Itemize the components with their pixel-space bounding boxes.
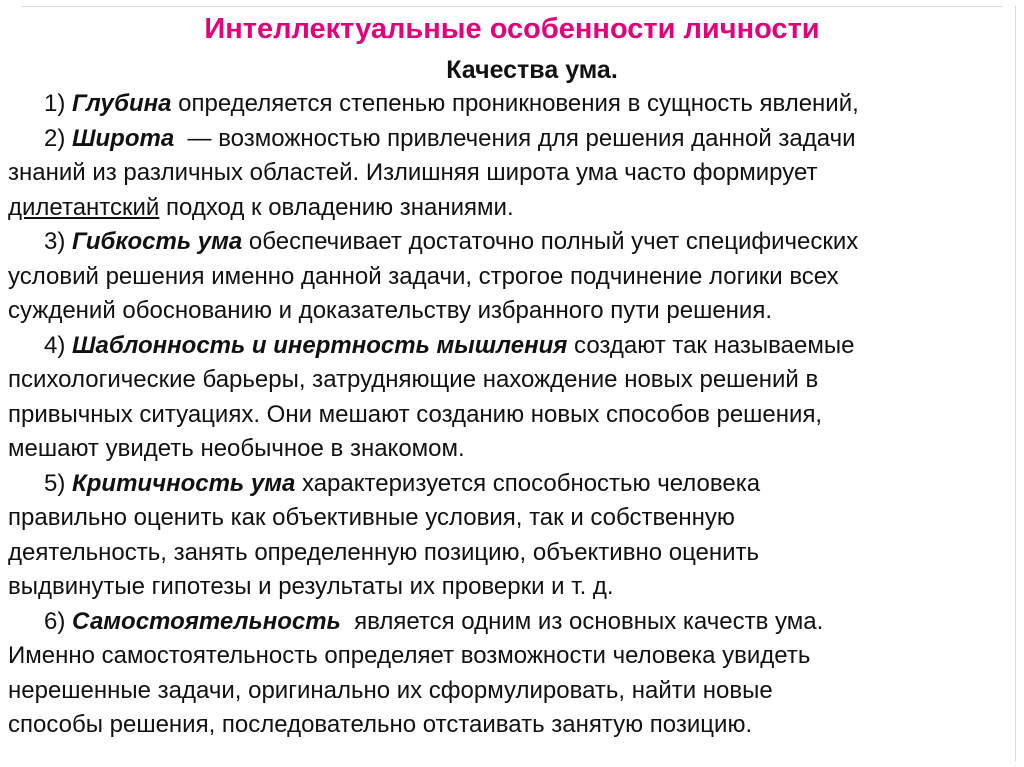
item-text: характеризуется способностью человека bbox=[295, 469, 761, 497]
item-3-line-3: суждений обоснованию и доказательству избранного пути решения. bbox=[8, 297, 772, 324]
item-4-line-3: привычных ситуациях. Они мешают созданию новых способов решения, bbox=[8, 400, 823, 428]
item-text: создают так называемые bbox=[567, 331, 855, 359]
item-number: 6) bbox=[44, 607, 66, 635]
slide-subtitle: Качества ума. bbox=[446, 56, 618, 84]
item-term: Широта bbox=[72, 124, 175, 152]
item-number: 2) bbox=[44, 124, 66, 152]
item-6-line-2: Именно самостоятельность определяет возможности человека увидеть bbox=[8, 642, 811, 669]
item-2-line-2: знаний из различных областей. Излишняя широта ума часто формирует bbox=[8, 159, 818, 186]
slide-body bbox=[8, 87, 1008, 743]
item-5-line-4: выдвинутые гипотезы и результаты их проверки и т. д. bbox=[8, 573, 614, 600]
item-text: обеспечивает достаточно полный учет специфических bbox=[242, 228, 859, 255]
slide-title: Интеллектуальные особенности личности bbox=[204, 13, 820, 45]
underlined-word: дилетантский bbox=[8, 193, 160, 221]
item-3-line-2: условий решения именно данной задачи, строгое подчинение логики всех bbox=[8, 262, 839, 290]
item-1-line-1 bbox=[8, 87, 1008, 122]
item-number: 5) bbox=[44, 469, 66, 497]
item-4-line-4: мешают увидеть необычное в знакомом. bbox=[8, 435, 465, 462]
item-3-line-1 bbox=[8, 225, 1008, 260]
item-4-line-2: психологические барьеры, затрудняющие нахождение новых решений в bbox=[8, 366, 819, 393]
item-number: 4) bbox=[44, 331, 66, 359]
item-number: 1) bbox=[44, 90, 66, 117]
item-5-line-1 bbox=[8, 467, 1008, 502]
item-text: является одним из основных качеств ума. bbox=[340, 607, 824, 635]
item-2-line-3 bbox=[8, 191, 1008, 226]
item-6-line-1 bbox=[8, 605, 1008, 640]
item-term: Глубина bbox=[72, 90, 172, 117]
item-6-line-3: нерешенные задачи, оригинально их сформулировать, найти новые bbox=[8, 676, 773, 704]
item-6-line-4: способы решения, последовательно отстаивать занятую позицию. bbox=[8, 711, 753, 738]
item-term: Самостоятельность bbox=[72, 607, 341, 635]
top-divider bbox=[22, 6, 1002, 7]
item-2-line-1 bbox=[8, 122, 1008, 157]
item-5-line-2: правильно оценить как объективные условия, так и собственную bbox=[8, 504, 735, 531]
item-text: определяется степенью проникновения в сущность явлений, bbox=[171, 90, 859, 117]
item-text: подход к овладению знаниями. bbox=[159, 193, 514, 221]
right-divider bbox=[1015, 6, 1016, 761]
item-text: — возможностью привлечения для решения данной задачи bbox=[174, 124, 856, 152]
item-term: Шаблонность и инертность мышления bbox=[72, 331, 568, 359]
item-number: 3) bbox=[44, 228, 66, 255]
item-term: Критичность ума bbox=[72, 469, 296, 497]
item-term: Гибкость ума bbox=[72, 228, 243, 255]
item-5-line-3: деятельность, занять определенную позицию, объективно оценить bbox=[8, 538, 760, 566]
item-4-line-1 bbox=[8, 329, 1008, 364]
